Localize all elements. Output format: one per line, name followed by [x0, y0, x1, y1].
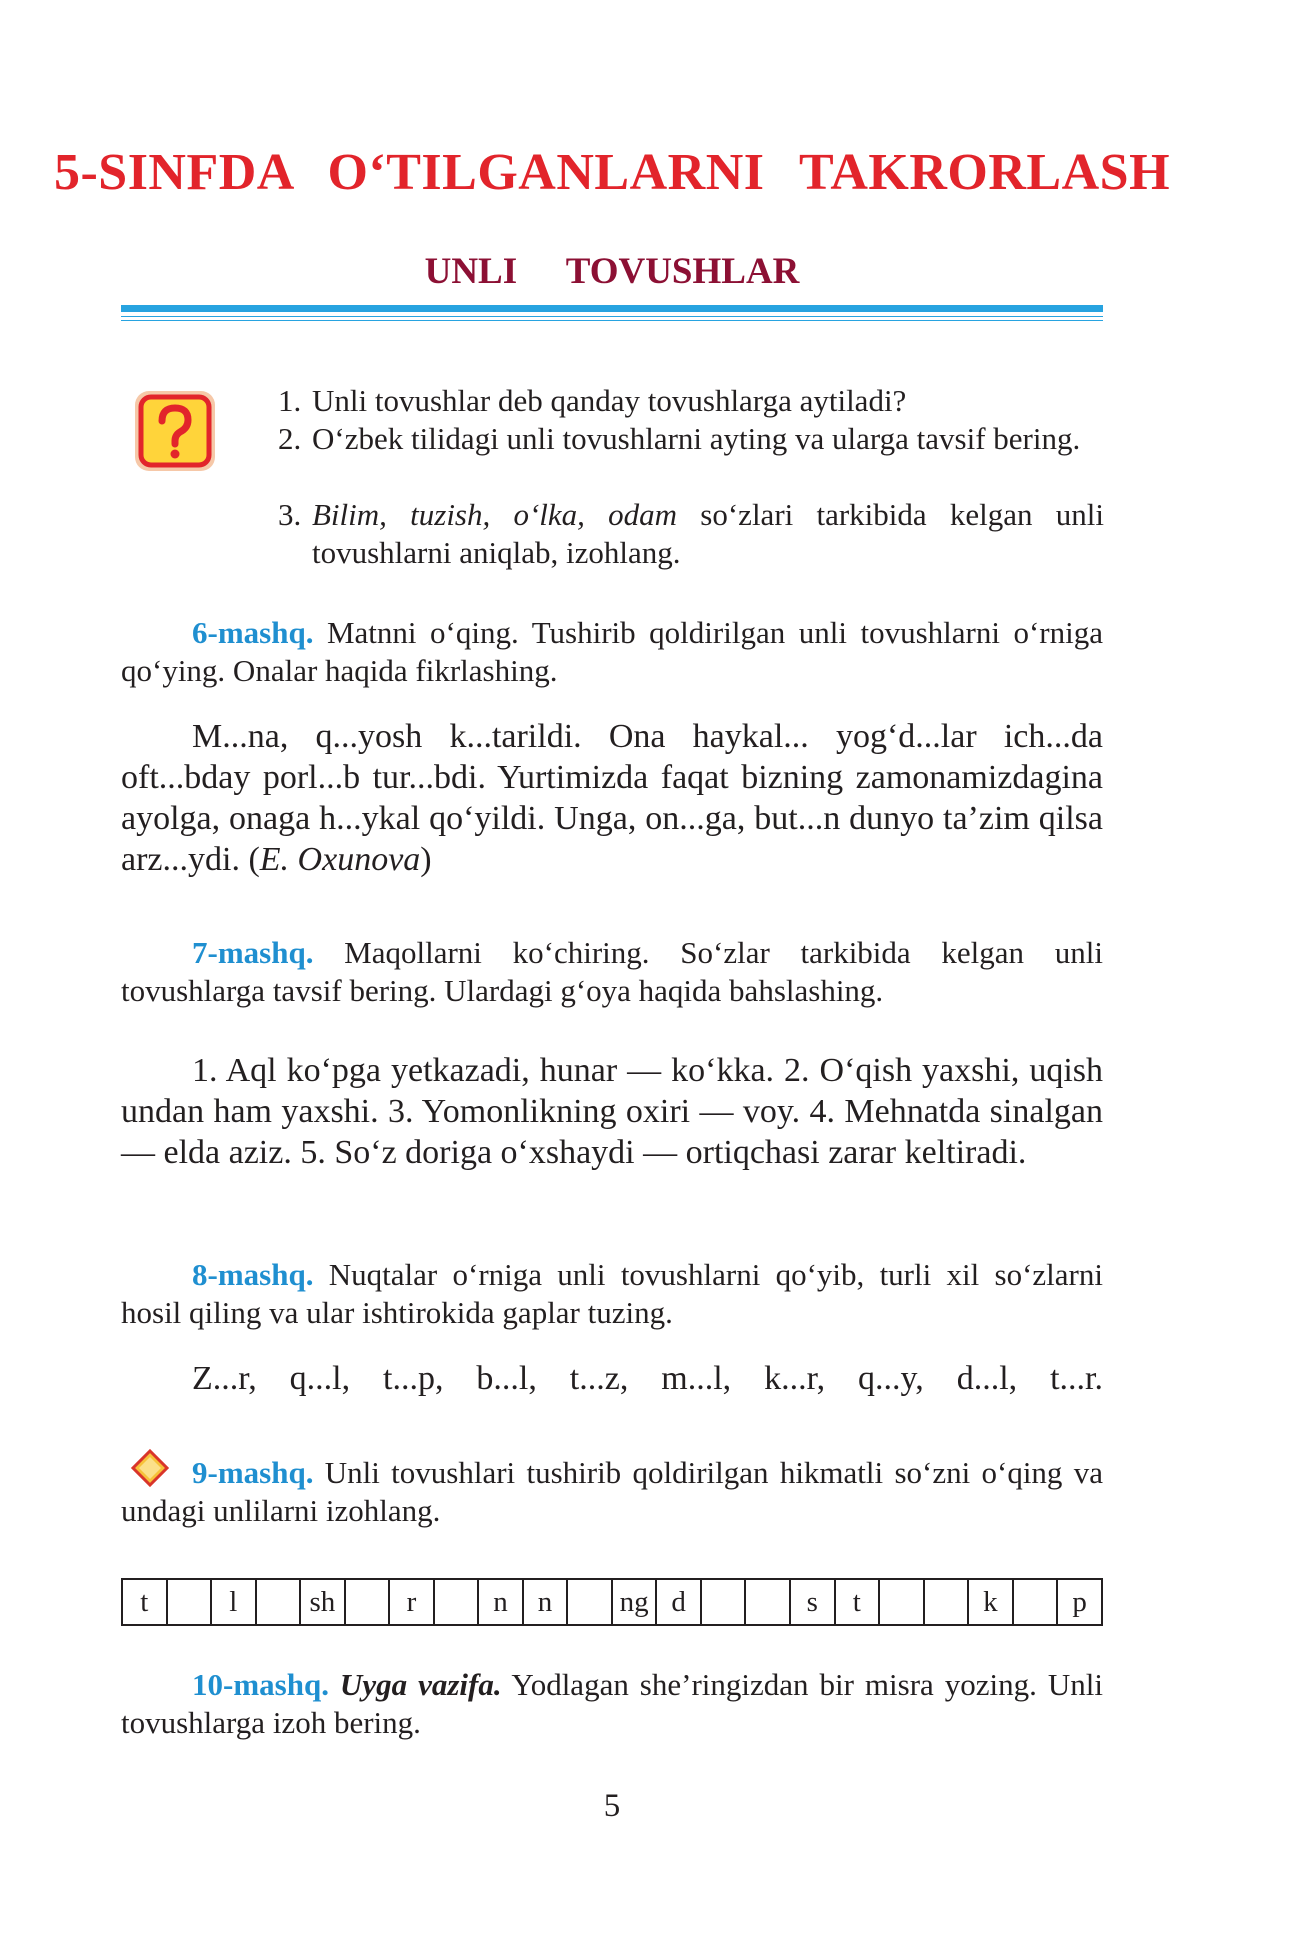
title-rule-thin [121, 316, 1103, 317]
letter-cell [924, 1579, 969, 1625]
letter-cell: s [790, 1579, 835, 1625]
letter-grid [121, 1578, 1103, 1626]
letter-cell: p [1057, 1579, 1102, 1625]
question-item [278, 496, 1104, 572]
letter-cell: t [122, 1579, 167, 1625]
question-text: Unli tovushlar deb qanday tovushlarga aytiladi? [312, 383, 907, 418]
question-text [278, 496, 1104, 572]
question-number: 3. [278, 497, 302, 532]
question-item [278, 382, 1104, 420]
question-text: O‘zbek tilidagi unli tovushlarni ayting va ularga tavsif bering. [312, 421, 1081, 456]
letter-cell [256, 1579, 301, 1625]
title-rule-thin [121, 320, 1103, 321]
exercise-text: Nuqtalar o‘rniga unli tovushlarni qo‘yib, turli xil so‘zlarni hosil qiling va ular ishtirokida gaplar tuzing. [121, 1257, 1103, 1330]
exercise-label: 6-mashq. [192, 615, 314, 650]
exercise-6-instruction [121, 614, 1103, 690]
question-text-rest: so‘zlari tarkibida kelgan unli tovushlarni aniqlab, izohlang. [312, 497, 1104, 570]
letter-cell [1013, 1579, 1058, 1625]
question-italic-words: Bilim, tuzish, o‘lka, odam [312, 497, 678, 532]
exercise-body-text: M...na, q...yosh k...tarildi. Ona haykal... yog‘d...lar ich...da oft...bday porl...b tur...bdi. Yurtimizda faqat bizning zamonamizdagina ayolga, onaga h...ykal qo‘yildi. Unga, on...ga, but...n dunyo ta’zim qilsa arz...ydi. ( [121, 718, 1103, 878]
question-item [278, 420, 1104, 458]
letter-cell: n [523, 1579, 568, 1625]
letter-cell [434, 1579, 479, 1625]
letter-cell: d [656, 1579, 701, 1625]
letter-cell [879, 1579, 924, 1625]
exercise-7-instruction [121, 934, 1103, 1010]
letter-cell: n [478, 1579, 523, 1625]
exercise-8-instruction [121, 1256, 1103, 1332]
letter-cell [701, 1579, 746, 1625]
letter-cell: r [389, 1579, 434, 1625]
exercise-label: 9-mashq. [192, 1455, 314, 1490]
exercise-label: 10-mashq. [192, 1667, 329, 1702]
exercise-6-body [121, 716, 1103, 880]
letter-cell [567, 1579, 612, 1625]
section-title: UNLI TOVUSHLAR [424, 251, 800, 292]
page-title: 5-SINFDA O‘TILGANLARNI TAKRORLASH [53, 144, 1171, 201]
exercise-label: 7-mashq. [192, 935, 314, 970]
letter-cell: sh [300, 1579, 345, 1625]
exercise-text: Yodlagan she’ringizdan bir misra yozing. Unli tovushlarga izoh bering. [121, 1667, 1103, 1740]
letter-cell: ng [612, 1579, 657, 1625]
question-number: 2. [278, 421, 302, 456]
exercise-9-instruction [121, 1454, 1103, 1530]
letter-cell [167, 1579, 212, 1625]
exercise-text: Maqollarni ko‘chiring. So‘zlar tarkibida kelgan unli tovushlarga tavsif bering. Ulardagi g‘oya haqida bahslashing. [121, 935, 1103, 1008]
question-mark-icon [132, 388, 218, 474]
exercise-10-instruction [121, 1666, 1103, 1742]
letter-cell: t [835, 1579, 880, 1625]
letter-cell [345, 1579, 390, 1625]
page-number: 5 [603, 1788, 621, 1824]
question-number: 1. [278, 383, 302, 418]
exercise-text: Matnni o‘qing. Tushirib qoldirilgan unli tovushlarni o‘rniga qo‘ying. Onalar haqida fikrlashing. [121, 615, 1103, 688]
exercise-8-body: Z...r, q...l, t...p, b...l, t...z, m...l, k...r, q...y, d...l, t...r. [192, 1360, 1103, 1397]
letter-cell: k [968, 1579, 1013, 1625]
exercise-label: 8-mashq. [192, 1257, 314, 1292]
letter-cell: l [211, 1579, 256, 1625]
close-paren: ) [420, 841, 432, 878]
exercise-text: Unli tovushlari tushirib qoldirilgan hikmatli so‘zni o‘qing va undagi unlilarni izohlang. [121, 1455, 1103, 1528]
exercise-7-body: 1. Aql ko‘pga yetkazadi, hunar — ko‘kka. 2. O‘qish yaxshi, uqish undan ham yaxshi. 3. Yomonlikning oxiri — voy. 4. Mehnatda sinalgan — elda aziz. 5. So‘z doriga o‘xshaydi — ortiqchasi zarar keltiradi. [121, 1052, 1103, 1171]
homework-label: Uyga vazifa. [328, 1667, 502, 1702]
author-name: E. Oxunova [259, 841, 421, 878]
letter-cell [745, 1579, 790, 1625]
title-rule-thick [121, 305, 1103, 312]
